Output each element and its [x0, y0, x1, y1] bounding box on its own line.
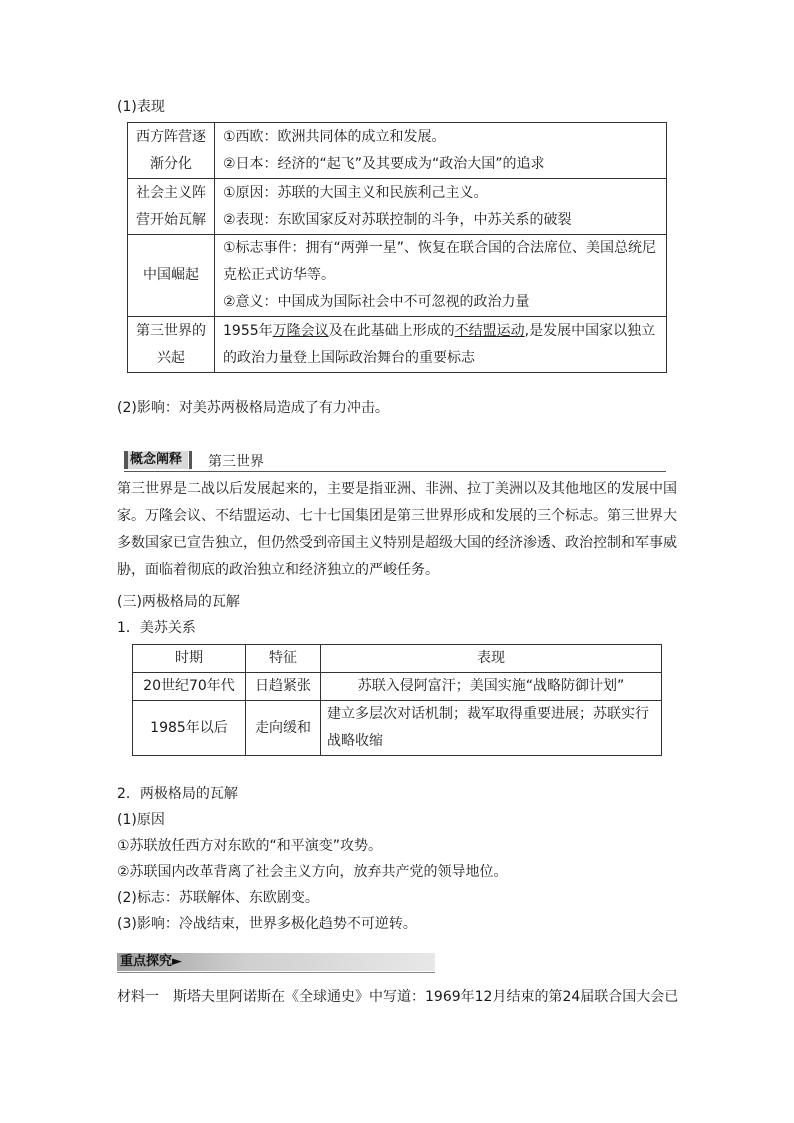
subheading-collapse: 2．两极格局的瓦解: [117, 786, 238, 802]
table-row: [128, 123, 667, 179]
description-cell: [215, 123, 667, 179]
column-header: 特征: [246, 645, 321, 673]
table-row: [128, 235, 667, 317]
focus-label: 重点探究►: [120, 954, 182, 969]
influence-line: (2)影响：对美苏两极格局造成了有力冲击。: [117, 400, 389, 416]
text-fragment: 及在此基础上形成的: [328, 322, 455, 339]
table-row: [128, 317, 667, 373]
reason-item: ①苏联放任西方对东欧的“和平演变”攻势。: [117, 838, 383, 854]
category-cell: 中国崛起: [128, 235, 215, 317]
description-line: ①标志事件：拥有“两弹一星”、恢复在联合国的合法席位、美国总统尼克松正式访华等。: [223, 240, 657, 283]
divider: [124, 471, 666, 472]
sign-line: (2)标志：苏联解体、东欧剧变。: [117, 890, 319, 906]
table-cell: 苏联入侵阿富汗；美国实施“战略防御计划”: [321, 673, 662, 701]
table-cell: 建立多层次对话机制；裁军取得重要进展；苏联实行战略收缩: [321, 701, 662, 756]
description-cell: [215, 179, 667, 235]
table-cell: 日趋紧张: [246, 673, 321, 701]
description-line: ②意义：中国成为国际社会中不可忽视的政治力量: [223, 294, 530, 310]
reason-heading: (1)原因: [117, 812, 165, 828]
material-line: 材料一 斯塔夫里阿诺斯在《全球通史》中写道：1969年12月结束的第24届联合国大会已: [117, 989, 679, 1005]
underlined-term: 万隆会议: [272, 322, 329, 339]
category-cell: 西方阵营逐渐分化: [128, 123, 215, 179]
description-line: ②表现：东欧国家反对苏联控制的斗争，中苏关系的破裂: [223, 211, 572, 228]
concept-title: 第三世界: [208, 454, 264, 470]
category-cell: 社会主义阵营开始瓦解: [128, 179, 215, 235]
text-fragment: ,是发展中国家以独立的政治力量登上国际政治舞台的重要标志: [223, 322, 656, 366]
underlined-term: 不结盟运动: [454, 322, 525, 339]
description-line: ②日本：经济的“起飞”及其要成为“政治大国”的追求: [223, 155, 545, 172]
table-row: [128, 179, 667, 235]
category-cell: 第三世界的兴起: [128, 317, 215, 373]
concept-paragraph: 第三世界是二战以后发展起来的，主要是指亚洲、非洲、拉丁美洲以及其他地区的发展中国家。万隆会议、不结盟运动、七十七国集团是第三世界形成和发展的三个标志。第三世界大多数国家已宣告独立，但仍然受到帝国主义特别是超级大国的经济渗透、政治控制和军事威胁，面临着彻底的政治独立和经济独立的严峻任务。: [117, 481, 677, 578]
column-header: 表现: [321, 645, 662, 673]
description-line: ①原因：苏联的大国主义和民族利己主义。: [223, 184, 488, 201]
subheading-us-soviet: 1．美苏关系: [117, 620, 196, 636]
table-row: [133, 673, 662, 701]
column-header: 时期: [133, 645, 246, 673]
description-line: ①西欧：欧洲共同体的成立和发展。: [223, 128, 446, 145]
table-row: [133, 701, 662, 756]
us-soviet-relations-table: [132, 644, 662, 756]
section-heading-performance: (1)表现: [117, 99, 165, 115]
table-header-row: [133, 645, 662, 673]
description-cell: [215, 235, 667, 317]
table-cell: 1985年以后: [133, 701, 246, 756]
table-cell: 20世纪70年代: [133, 673, 246, 701]
description-cell: [215, 317, 667, 373]
concept-label: 概念阐释: [124, 451, 188, 469]
effect-line: (3)影响：冷战结束，世界多极化趋势不可逆转。: [117, 916, 417, 932]
table-cell: 走向缓和: [246, 701, 321, 756]
section-heading-bipolar-collapse: (三)两极格局的瓦解: [117, 594, 240, 610]
performance-table: [127, 122, 667, 373]
reason-item: ②苏联国内改革背离了社会主义方向，放弃共产党的领导地位。: [117, 864, 508, 880]
text-fragment: 1955年: [223, 322, 273, 339]
divider: [117, 972, 435, 973]
